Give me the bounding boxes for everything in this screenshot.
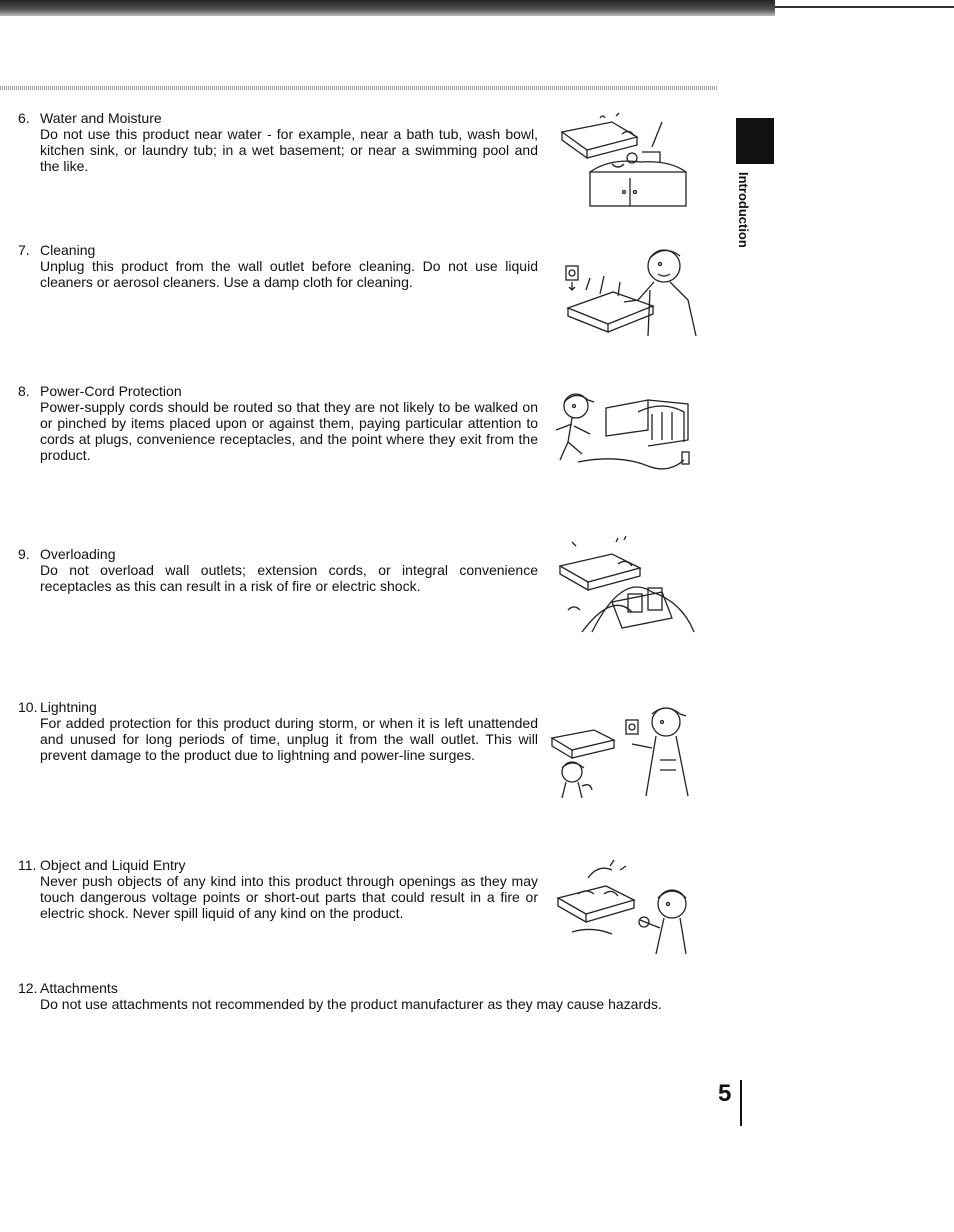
illustration-water-near-sink [552, 112, 702, 212]
section-title: Attachments [40, 980, 118, 996]
section-number: 12. [18, 980, 38, 996]
section-body: Power-supply cords should be routed so that they are not likely to be walked on or pinched by items placed upon or against them, paying particular attention to cords at plugs, convenience receptacles, and the point where they exit from the product. [40, 399, 538, 463]
section-cleaning [18, 242, 538, 290]
section-body: For added protection for this product during storm, or when it is left unattended and unused for long periods of time, unplug it from the wall outlet. This will prevent damage to the product due to lightning and power-line surges. [40, 715, 538, 763]
section-body: Never push objects of any kind into this product through openings as they may touch dangerous voltage points or short-out parts that could result in a fire or electric shock. Never spill liquid of any kind on the product. [40, 873, 538, 921]
section-title: Overloading [40, 546, 116, 562]
side-tab-marker [736, 118, 774, 164]
illustration-unplug-during-storm [548, 700, 698, 800]
section-object-liquid-entry [18, 857, 538, 921]
section-number: 9. [18, 546, 30, 562]
section-water-moisture [18, 110, 538, 174]
section-title: Cleaning [40, 242, 96, 258]
top-header-bar [0, 0, 775, 16]
section-body: Do not overload wall outlets; extension cords, or integral convenience receptacles as this can result in a risk of fire or electric shock. [40, 562, 538, 594]
page-number: 5 [718, 1080, 732, 1107]
section-title: Water and Moisture [40, 110, 162, 126]
section-number: 10. [18, 699, 38, 715]
section-title: Lightning [40, 699, 97, 715]
section-number: 11. [18, 857, 37, 873]
section-body: Do not use this product near water - for example, near a bath tub, wash bowl, kitchen sink, or laundry tub; in a wet basement; or near a swimming pool and the like. [40, 126, 538, 174]
side-tab-label: Introduction [736, 172, 751, 248]
section-power-cord-protection [18, 383, 538, 463]
section-overloading [18, 546, 538, 594]
section-number: 7. [18, 242, 30, 258]
section-lightning [18, 699, 538, 763]
section-body: Do not use attachments not recommended by the product manufacturer as they may cause hazards. [40, 996, 662, 1012]
illustration-cleaning-man [558, 240, 708, 340]
top-header-line [775, 6, 954, 8]
dotted-divider [0, 86, 718, 90]
section-attachments [18, 980, 708, 1012]
illustration-overloaded-outlet [552, 536, 702, 636]
section-title: Power-Cord Protection [40, 383, 182, 399]
page-number-rule [740, 1080, 742, 1126]
illustration-tripping-on-cord [548, 384, 698, 484]
illustration-child-pushing-objects [552, 858, 702, 958]
section-number: 8. [18, 383, 30, 399]
section-number: 6. [18, 110, 30, 126]
section-body: Unplug this product from the wall outlet before cleaning. Do not use liquid cleaners or aerosol cleaners. Use a damp cloth for cleaning. [40, 258, 538, 290]
section-title: Object and Liquid Entry [40, 857, 186, 873]
